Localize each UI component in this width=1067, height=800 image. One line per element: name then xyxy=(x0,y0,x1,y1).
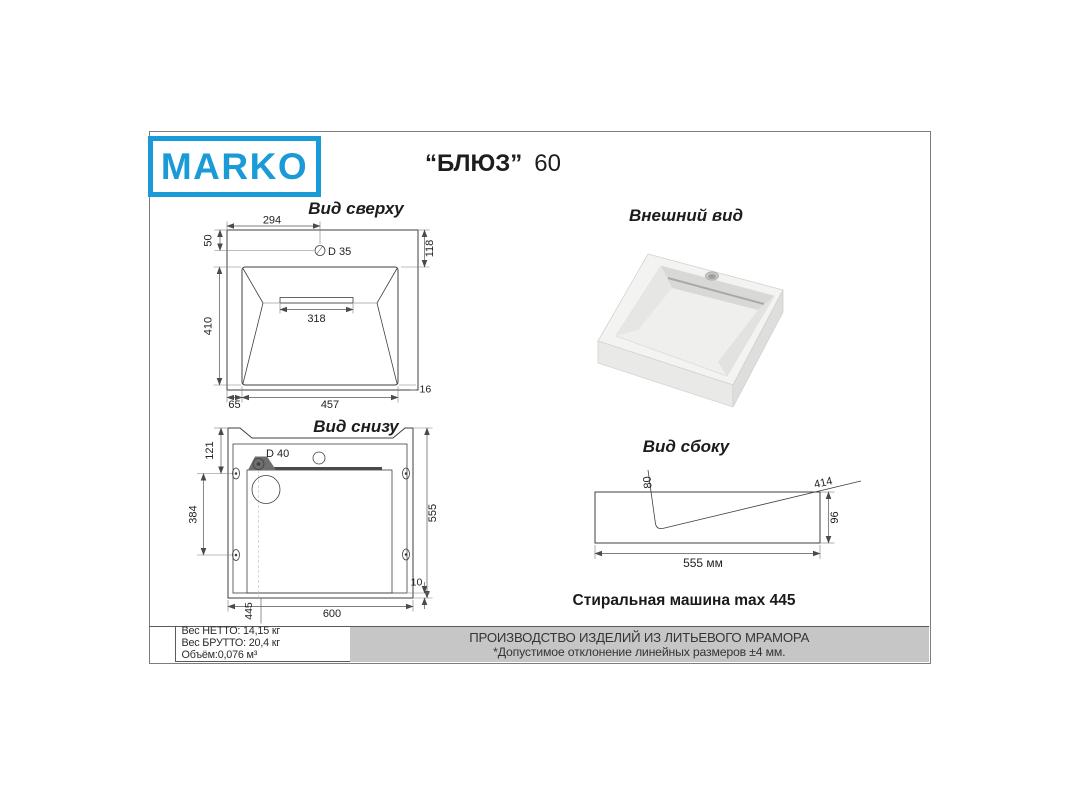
mount-hole-dot xyxy=(405,472,408,475)
heading-side-view: Вид сбоку xyxy=(642,437,730,456)
dim-height: 555 xyxy=(427,503,439,523)
mount-hole-dot xyxy=(405,553,408,556)
basin-slope-edges xyxy=(243,269,397,384)
dim-right-depth: 118 xyxy=(424,239,436,258)
dim-bottom-left: 65 xyxy=(228,399,241,411)
basin-outline xyxy=(242,267,398,385)
siphon-recess xyxy=(252,476,280,504)
product-size: 60 xyxy=(534,150,561,177)
spec-volume: Объём:0,076 м³ xyxy=(181,648,258,661)
dim-top-offset: 121 xyxy=(204,441,216,460)
product-name: “БЛЮЗ” xyxy=(425,150,523,177)
tolerance-line: *Допустимое отклонение линейных размеров ±4 мм. xyxy=(493,644,786,659)
faucet-hole-slash xyxy=(317,247,323,254)
dim-drain-hole: D 40 xyxy=(266,448,290,460)
washing-machine-note: Стиральная машина max 445 xyxy=(572,592,796,609)
dim-faucet-hole: D 35 xyxy=(328,246,352,258)
side-view-drawing xyxy=(595,470,861,570)
bottom-view-outer xyxy=(228,428,413,598)
dim-slot-width: 318 xyxy=(307,313,326,325)
dim-bottom-right: 16 xyxy=(419,383,432,396)
overflow-hole xyxy=(313,452,325,464)
dim-width: 600 xyxy=(322,608,342,620)
mount-holes xyxy=(233,468,410,561)
mount-hole-dot xyxy=(235,554,238,557)
spec-gross-weight: Вес БРУТТО: 20,4 кг xyxy=(181,636,280,649)
heading-bottom-view: Вид снизу xyxy=(313,417,399,436)
brand-logo-text: MARKO xyxy=(160,146,309,187)
heading-external-view: Внешний вид xyxy=(628,206,744,225)
dim-drain-offset: 445 xyxy=(243,602,255,620)
external-view-render xyxy=(598,254,783,407)
dim-basin-width: 457 xyxy=(320,399,340,411)
dim-mid-offset: 384 xyxy=(187,505,200,524)
heading-top-view: Вид сверху xyxy=(308,199,404,218)
basin-bottom-panel xyxy=(247,470,392,593)
dim-depth: 80 xyxy=(641,475,655,490)
drain-slot xyxy=(280,298,353,304)
production-line: ПРОИЗВОДСТВО ИЗДЕЛИЙ ИЗ ЛИТЬЕВОГО МРАМОРА xyxy=(469,629,810,645)
drain-outlet-center xyxy=(257,462,261,466)
bottom-view-drawing xyxy=(188,428,440,624)
spec-net-weight: Вес НЕТТО: 14,15 кг xyxy=(181,625,281,638)
dim-left-offset: 50 xyxy=(202,234,215,247)
top-view-outer-rect xyxy=(227,230,418,390)
dim-corner-gap: 10 xyxy=(410,576,423,589)
faucet-hole-3d-inner xyxy=(708,274,716,279)
dim-basin-depth: 410 xyxy=(202,316,215,336)
dim-top-width: 294 xyxy=(262,214,282,227)
top-view-drawing xyxy=(203,215,437,412)
production-box xyxy=(350,627,930,662)
dim-length: 555 мм xyxy=(683,556,723,570)
mount-hole-dot xyxy=(235,472,238,475)
dim-edge-height: 96 xyxy=(829,511,841,524)
faucet-hole xyxy=(315,246,325,256)
dim-slope: 414 xyxy=(813,475,834,491)
specs-box xyxy=(175,626,356,663)
